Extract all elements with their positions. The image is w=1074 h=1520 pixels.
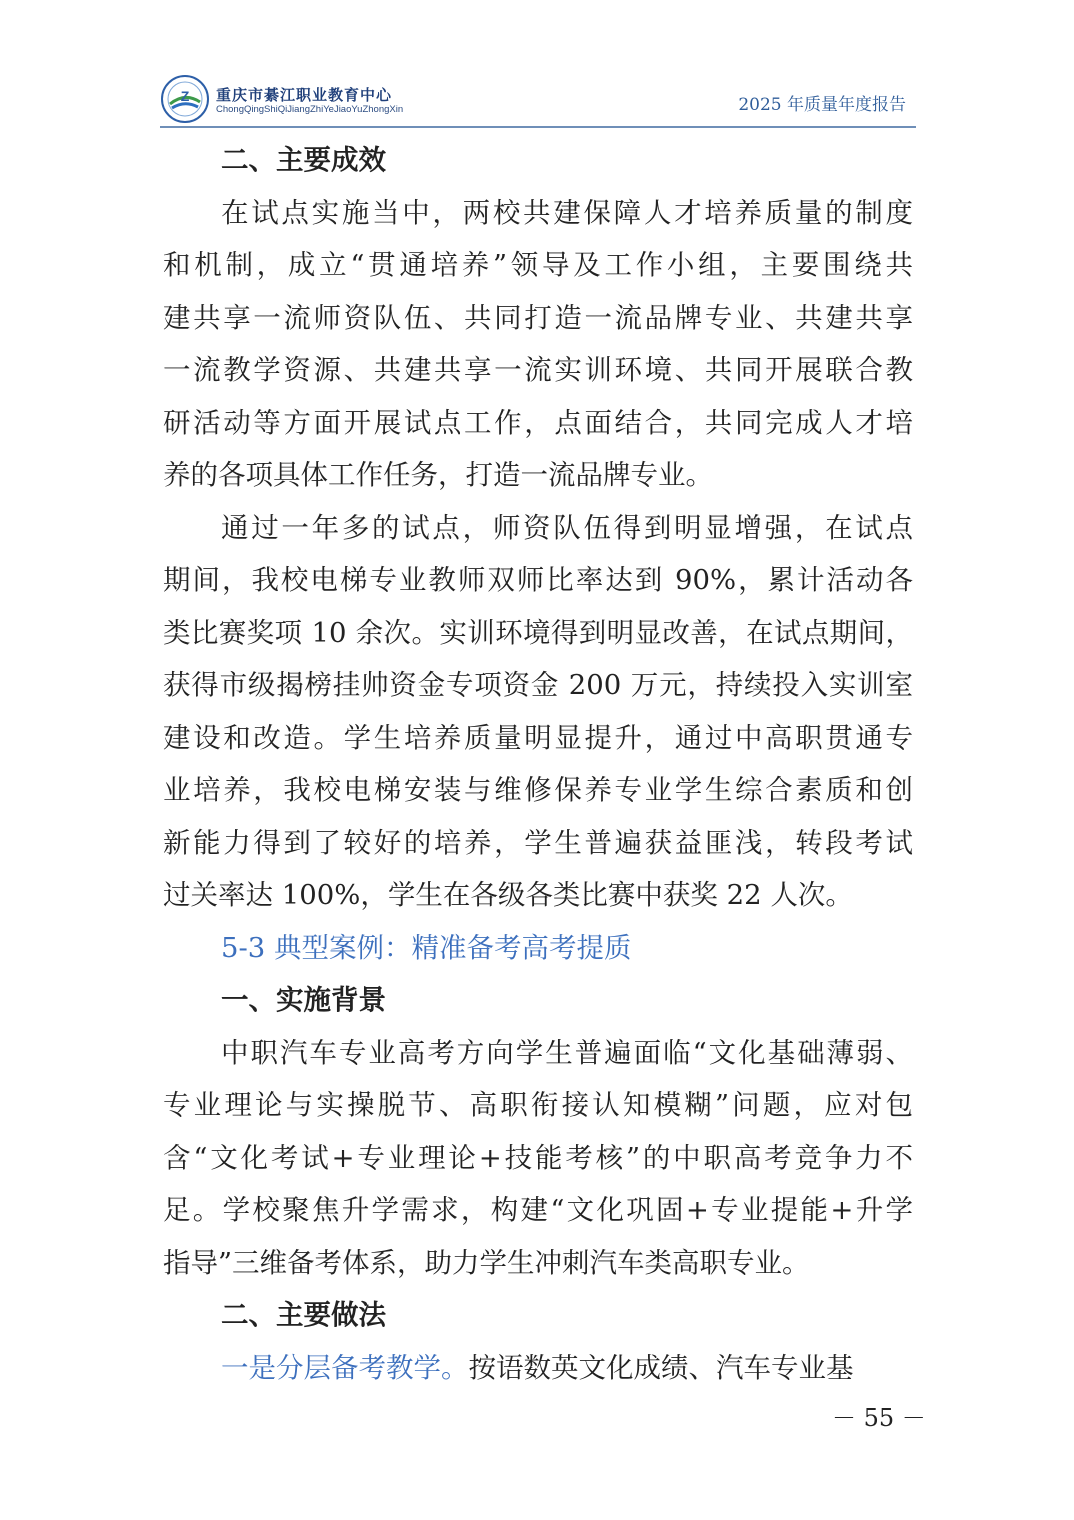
school-name: 重庆市綦江职业教育中心 bbox=[216, 86, 393, 104]
paragraph-line: 新能力得到了较好的培养，学生普遍获益匪浅，转段考试 bbox=[163, 826, 913, 859]
paragraph-line: 过关率达 100%，学生在各级各类比赛中获奖 22 人次。 bbox=[163, 879, 853, 911]
paragraph-line: 研活动等方面开展试点工作，点面结合，共同完成人才培 bbox=[163, 406, 913, 439]
school-logo-icon bbox=[160, 74, 210, 124]
page-header bbox=[160, 74, 916, 128]
highlight-text: 一是分层备考教学。 bbox=[221, 1351, 469, 1384]
paragraph-line: 一流教学资源、共建共享一流实训环境、共同开展联合教 bbox=[163, 354, 913, 386]
paragraph-line: 类比赛奖项 10 余次。实训环境得到明显改善，在试点期间， bbox=[163, 616, 913, 649]
school-pinyin: ChongQingShiQiJiangZhiYeJiaoYuZhongXin bbox=[216, 104, 404, 115]
case-title: 5-3 典型案例：精准备考高考提质 bbox=[221, 931, 632, 964]
svg-text:Z: Z bbox=[180, 88, 190, 104]
paragraph-line: 建设和改造。学生培养质量明显提升，通过中高职贯通专 bbox=[163, 721, 913, 754]
section-heading: 二、主要做法 bbox=[221, 1299, 386, 1331]
page-number: － 55 － bbox=[832, 1404, 926, 1432]
paragraph-line: 在试点实施当中，两校共建保障人才培养质量的制度 bbox=[221, 196, 913, 229]
paragraph-line: 建共享一流师资队伍、共同打造一流品牌专业、共建共享 bbox=[163, 301, 913, 334]
paragraph-line: 指导”三维备考体系，助力学生冲刺汽车类高职专业。 bbox=[163, 1246, 810, 1279]
paragraph-line: 养的各项具体工作任务，打造一流品牌专业。 bbox=[163, 459, 713, 491]
report-title: 2025 年质量年度报告 bbox=[738, 95, 906, 115]
paragraph-line: 专业理论与实操脱节、高职衔接认知模糊”问题，应对包 bbox=[163, 1089, 913, 1121]
paragraph-line: 中职汽车专业高考方向学生普遍面临“文化基础薄弱、 bbox=[221, 1036, 913, 1069]
paragraph-line: 期间，我校电梯专业教师双师比率达到 90%，累计活动各 bbox=[163, 564, 913, 596]
paragraph-line: 通过一年多的试点，师资队伍得到明显增强，在试点 bbox=[221, 511, 913, 544]
paragraph-line: 业培养，我校电梯安装与维修保养专业学生综合素质和创 bbox=[163, 774, 913, 806]
section-heading: 一、实施背景 bbox=[221, 984, 386, 1016]
paragraph-line: 获得市级揭榜挂帅资金专项资金 200 万元，持续投入实训室 bbox=[163, 669, 913, 701]
section-heading: 二、主要成效 bbox=[221, 144, 386, 176]
paragraph-text: 按语数英文化成绩、汽车专业基 bbox=[468, 1351, 854, 1384]
paragraph-line: 和机制，成立“贯通培养”领导及工作小组，主要围绕共 bbox=[163, 249, 913, 281]
paragraph-line bbox=[163, 1342, 913, 1395]
page-content bbox=[163, 134, 913, 1394]
paragraph-line: 含“文化考试+专业理论+技能考核”的中职高考竞争力不 bbox=[163, 1141, 913, 1174]
paragraph-line: 足。学校聚焦升学需求，构建“文化巩固+专业提能+升学 bbox=[163, 1194, 913, 1226]
